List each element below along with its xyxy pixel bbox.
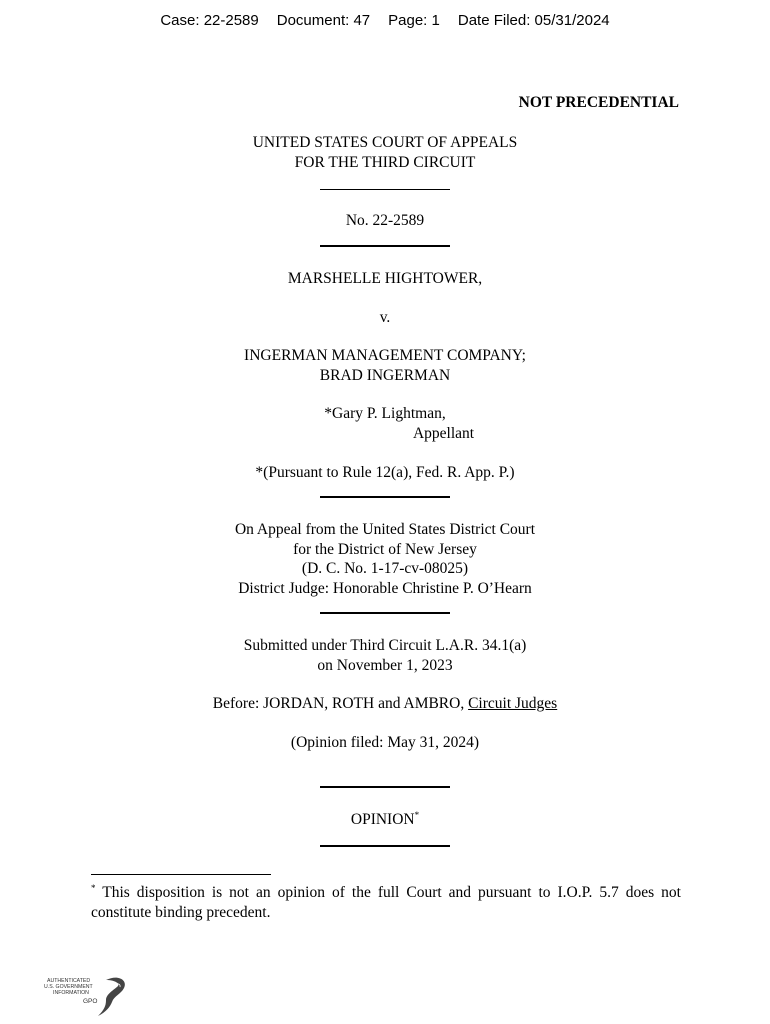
appellant-block bbox=[0, 404, 770, 443]
submission-line1: Submitted under Third Circuit L.A.R. 34.1(a) bbox=[243, 637, 527, 654]
appeal-info bbox=[0, 520, 770, 598]
rule-note: *(Pursuant to Rule 12(a), Fed. R. App. P.) bbox=[255, 464, 515, 481]
submission-line2: on November 1, 2023 bbox=[317, 656, 453, 674]
footnote bbox=[91, 883, 681, 923]
seal-line3: INFORMATION bbox=[53, 990, 89, 996]
divider bbox=[320, 845, 450, 847]
plaintiff-name: MARSHELLE HIGHTOWER, bbox=[287, 270, 483, 287]
submission-info bbox=[0, 636, 770, 675]
divider bbox=[320, 245, 450, 247]
defendant-line1: INGERMAN MANAGEMENT COMPANY; bbox=[244, 347, 526, 364]
court-name bbox=[0, 133, 770, 172]
header-stamp bbox=[0, 12, 770, 29]
appeal-line1: On Appeal from the United States District Court bbox=[234, 521, 536, 538]
case-number: Case: 22-2589 bbox=[160, 12, 259, 29]
divider bbox=[320, 496, 450, 498]
appellant-role: Appellant bbox=[412, 424, 475, 442]
defendants bbox=[0, 346, 770, 385]
opinion-filed-date: (Opinion filed: May 31, 2024) bbox=[290, 734, 480, 751]
appeal-line3: (D. C. No. 1-17-cv-08025) bbox=[301, 560, 469, 577]
precedential-designation: NOT PRECEDENTIAL bbox=[518, 94, 679, 111]
divider bbox=[320, 189, 450, 190]
divider bbox=[320, 612, 450, 614]
opinion-heading-line bbox=[0, 810, 770, 830]
versus: v. bbox=[379, 309, 391, 326]
footnote-reference[interactable]: * bbox=[414, 810, 420, 820]
divider bbox=[320, 786, 450, 788]
page-number: Page: 1 bbox=[388, 12, 440, 29]
appeal-line2: for the District of New Jersey bbox=[293, 540, 477, 558]
footnote-divider bbox=[91, 874, 271, 875]
docket-number: No. 22-2589 bbox=[345, 212, 425, 229]
appellant-name: *Gary P. Lightman, bbox=[324, 405, 446, 422]
date-filed: Date Filed: 05/31/2024 bbox=[457, 12, 610, 29]
document-number: Document: 47 bbox=[276, 12, 371, 29]
defendant-line2: BRAD INGERMAN bbox=[319, 366, 451, 384]
seal-line1: AUTHENTICATED bbox=[47, 978, 91, 984]
district-judge: District Judge: Honorable Christine P. O’Hearn bbox=[238, 579, 532, 597]
gpo-authentication-seal bbox=[44, 974, 130, 1018]
opinion-heading: OPINION bbox=[350, 811, 415, 828]
footnote-text: This disposition is not an opinion of the full Court and pursuant to I.O.P. 5.7 does not constitute binding precedent. bbox=[91, 884, 681, 921]
seal-line4: GPO bbox=[83, 998, 98, 1005]
court-name-line2: FOR THE THIRD CIRCUIT bbox=[294, 153, 476, 171]
panel-title: Circuit Judges bbox=[468, 695, 558, 712]
footnote-marker: * bbox=[91, 883, 96, 893]
panel-judges: Before: JORDAN, ROTH and AMBRO, bbox=[212, 695, 469, 712]
court-name-line1: UNITED STATES COURT OF APPEALS bbox=[252, 134, 518, 151]
seal-line2: U.S. GOVERNMENT bbox=[44, 984, 93, 990]
panel-line bbox=[0, 694, 770, 714]
